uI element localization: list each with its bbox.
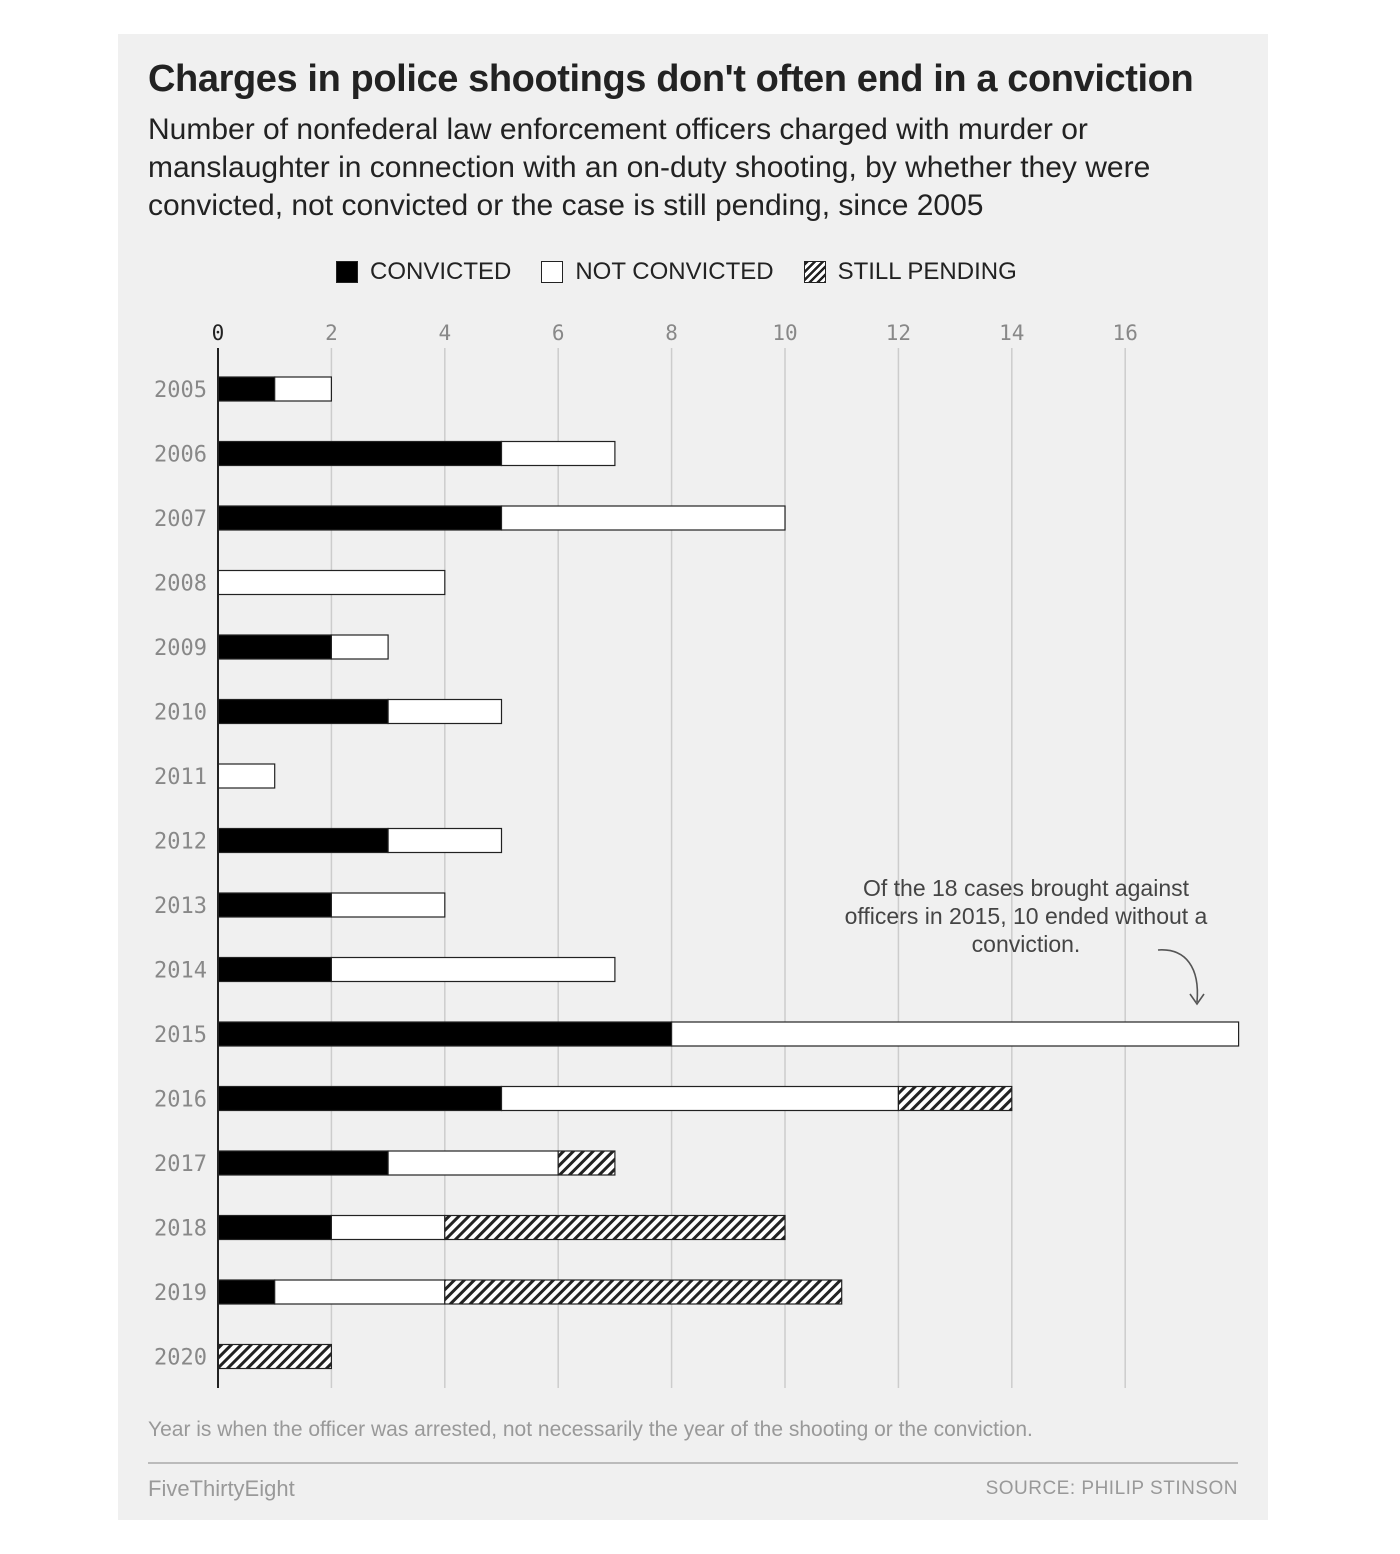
x-tick-label: 12: [885, 321, 912, 345]
bar-convicted: [218, 506, 502, 530]
bar-not-convicted: [388, 829, 501, 853]
year-label: 2008: [154, 571, 207, 597]
bar-convicted: [218, 635, 331, 659]
x-tick-label: 8: [665, 321, 678, 345]
legend-label-convicted: CONVICTED: [370, 258, 512, 285]
bar-not-convicted: [275, 377, 332, 401]
bar-convicted: [218, 1087, 502, 1111]
y-axis-labels: [154, 378, 207, 1371]
bar-not-convicted: [502, 1087, 899, 1111]
year-label: 2006: [154, 442, 207, 468]
bar-convicted: [218, 893, 331, 917]
bar-convicted: [218, 1151, 388, 1175]
bar-still-pending: [445, 1280, 842, 1304]
x-tick-label: 10: [772, 321, 798, 345]
bar-not-convicted: [331, 1216, 444, 1240]
x-tick-label: 4: [438, 321, 452, 345]
bar-not-convicted: [331, 635, 388, 659]
year-label: 2014: [154, 958, 207, 984]
bar-not-convicted: [672, 1022, 1239, 1046]
year-label: 2016: [154, 1087, 207, 1113]
bars: [218, 377, 1239, 1369]
year-label: 2018: [154, 1216, 207, 1242]
bar-convicted: [218, 829, 388, 853]
bar-convicted: [218, 958, 331, 982]
annotation-2015: Of the 18 cases brought against officers in 2015, 10 ended without a conviction.: [844, 875, 1208, 957]
bar-not-convicted: [502, 506, 786, 530]
chart-note: Year is when the officer was arrested, not necessarily the year of the shooting or the conviction.: [148, 1418, 1033, 1441]
year-label: 2010: [154, 700, 207, 726]
bar-convicted: [218, 377, 275, 401]
bar-still-pending: [218, 1345, 331, 1369]
bar-still-pending: [558, 1151, 615, 1175]
x-tick-label: 16: [1112, 321, 1138, 345]
year-label: 2007: [154, 507, 207, 532]
year-label: 2015: [154, 1023, 207, 1048]
bar-not-convicted: [218, 571, 445, 595]
source-label: SOURCE: PHILIP STINSON: [985, 1478, 1238, 1499]
year-label: 2020: [154, 1345, 207, 1371]
bar-not-convicted: [331, 958, 615, 982]
chart-subtitle: Number of nonfederal law enforcement officers charged with murder or manslaughter in connection with an on-duty shooting, by whether they were convicted, not convicted or the case is still pending, since 2005: [148, 113, 1151, 222]
chart-title: Charges in police shootings don't often end in a conviction: [148, 58, 1194, 100]
x-tick-label: 14: [999, 321, 1025, 345]
bar-convicted: [218, 700, 388, 724]
year-label: 2019: [154, 1281, 207, 1306]
bar-convicted: [218, 1022, 672, 1046]
footer-divider: [148, 1462, 1238, 1464]
x-tick-label: 2: [325, 321, 338, 345]
brand-label: FiveThirtyEight: [148, 1476, 295, 1501]
bar-not-convicted: [502, 442, 615, 466]
bar-still-pending: [445, 1216, 785, 1240]
bar-convicted: [218, 442, 502, 466]
x-tick-label: 6: [551, 321, 565, 345]
year-label: 2009: [154, 636, 207, 661]
bar-still-pending: [898, 1087, 1011, 1111]
bar-not-convicted: [388, 1151, 558, 1175]
bar-not-convicted: [275, 1280, 445, 1304]
bar-not-convicted: [388, 700, 501, 724]
year-label: 2005: [154, 378, 207, 403]
bar-convicted: [218, 1216, 331, 1240]
x-axis-ticks: [212, 321, 1138, 345]
year-label: 2017: [154, 1152, 207, 1177]
year-label: 2012: [154, 829, 207, 855]
year-label: 2011: [154, 765, 207, 790]
bar-not-convicted: [218, 764, 275, 788]
year-label: 2013: [154, 894, 207, 919]
x-tick-label: 0: [211, 321, 225, 345]
bar-not-convicted: [331, 893, 444, 917]
legend-label-not-convicted: NOT CONVICTED: [575, 258, 774, 285]
bar-convicted: [218, 1280, 275, 1304]
legend-label-still-pending: STILL PENDING: [837, 258, 1017, 285]
